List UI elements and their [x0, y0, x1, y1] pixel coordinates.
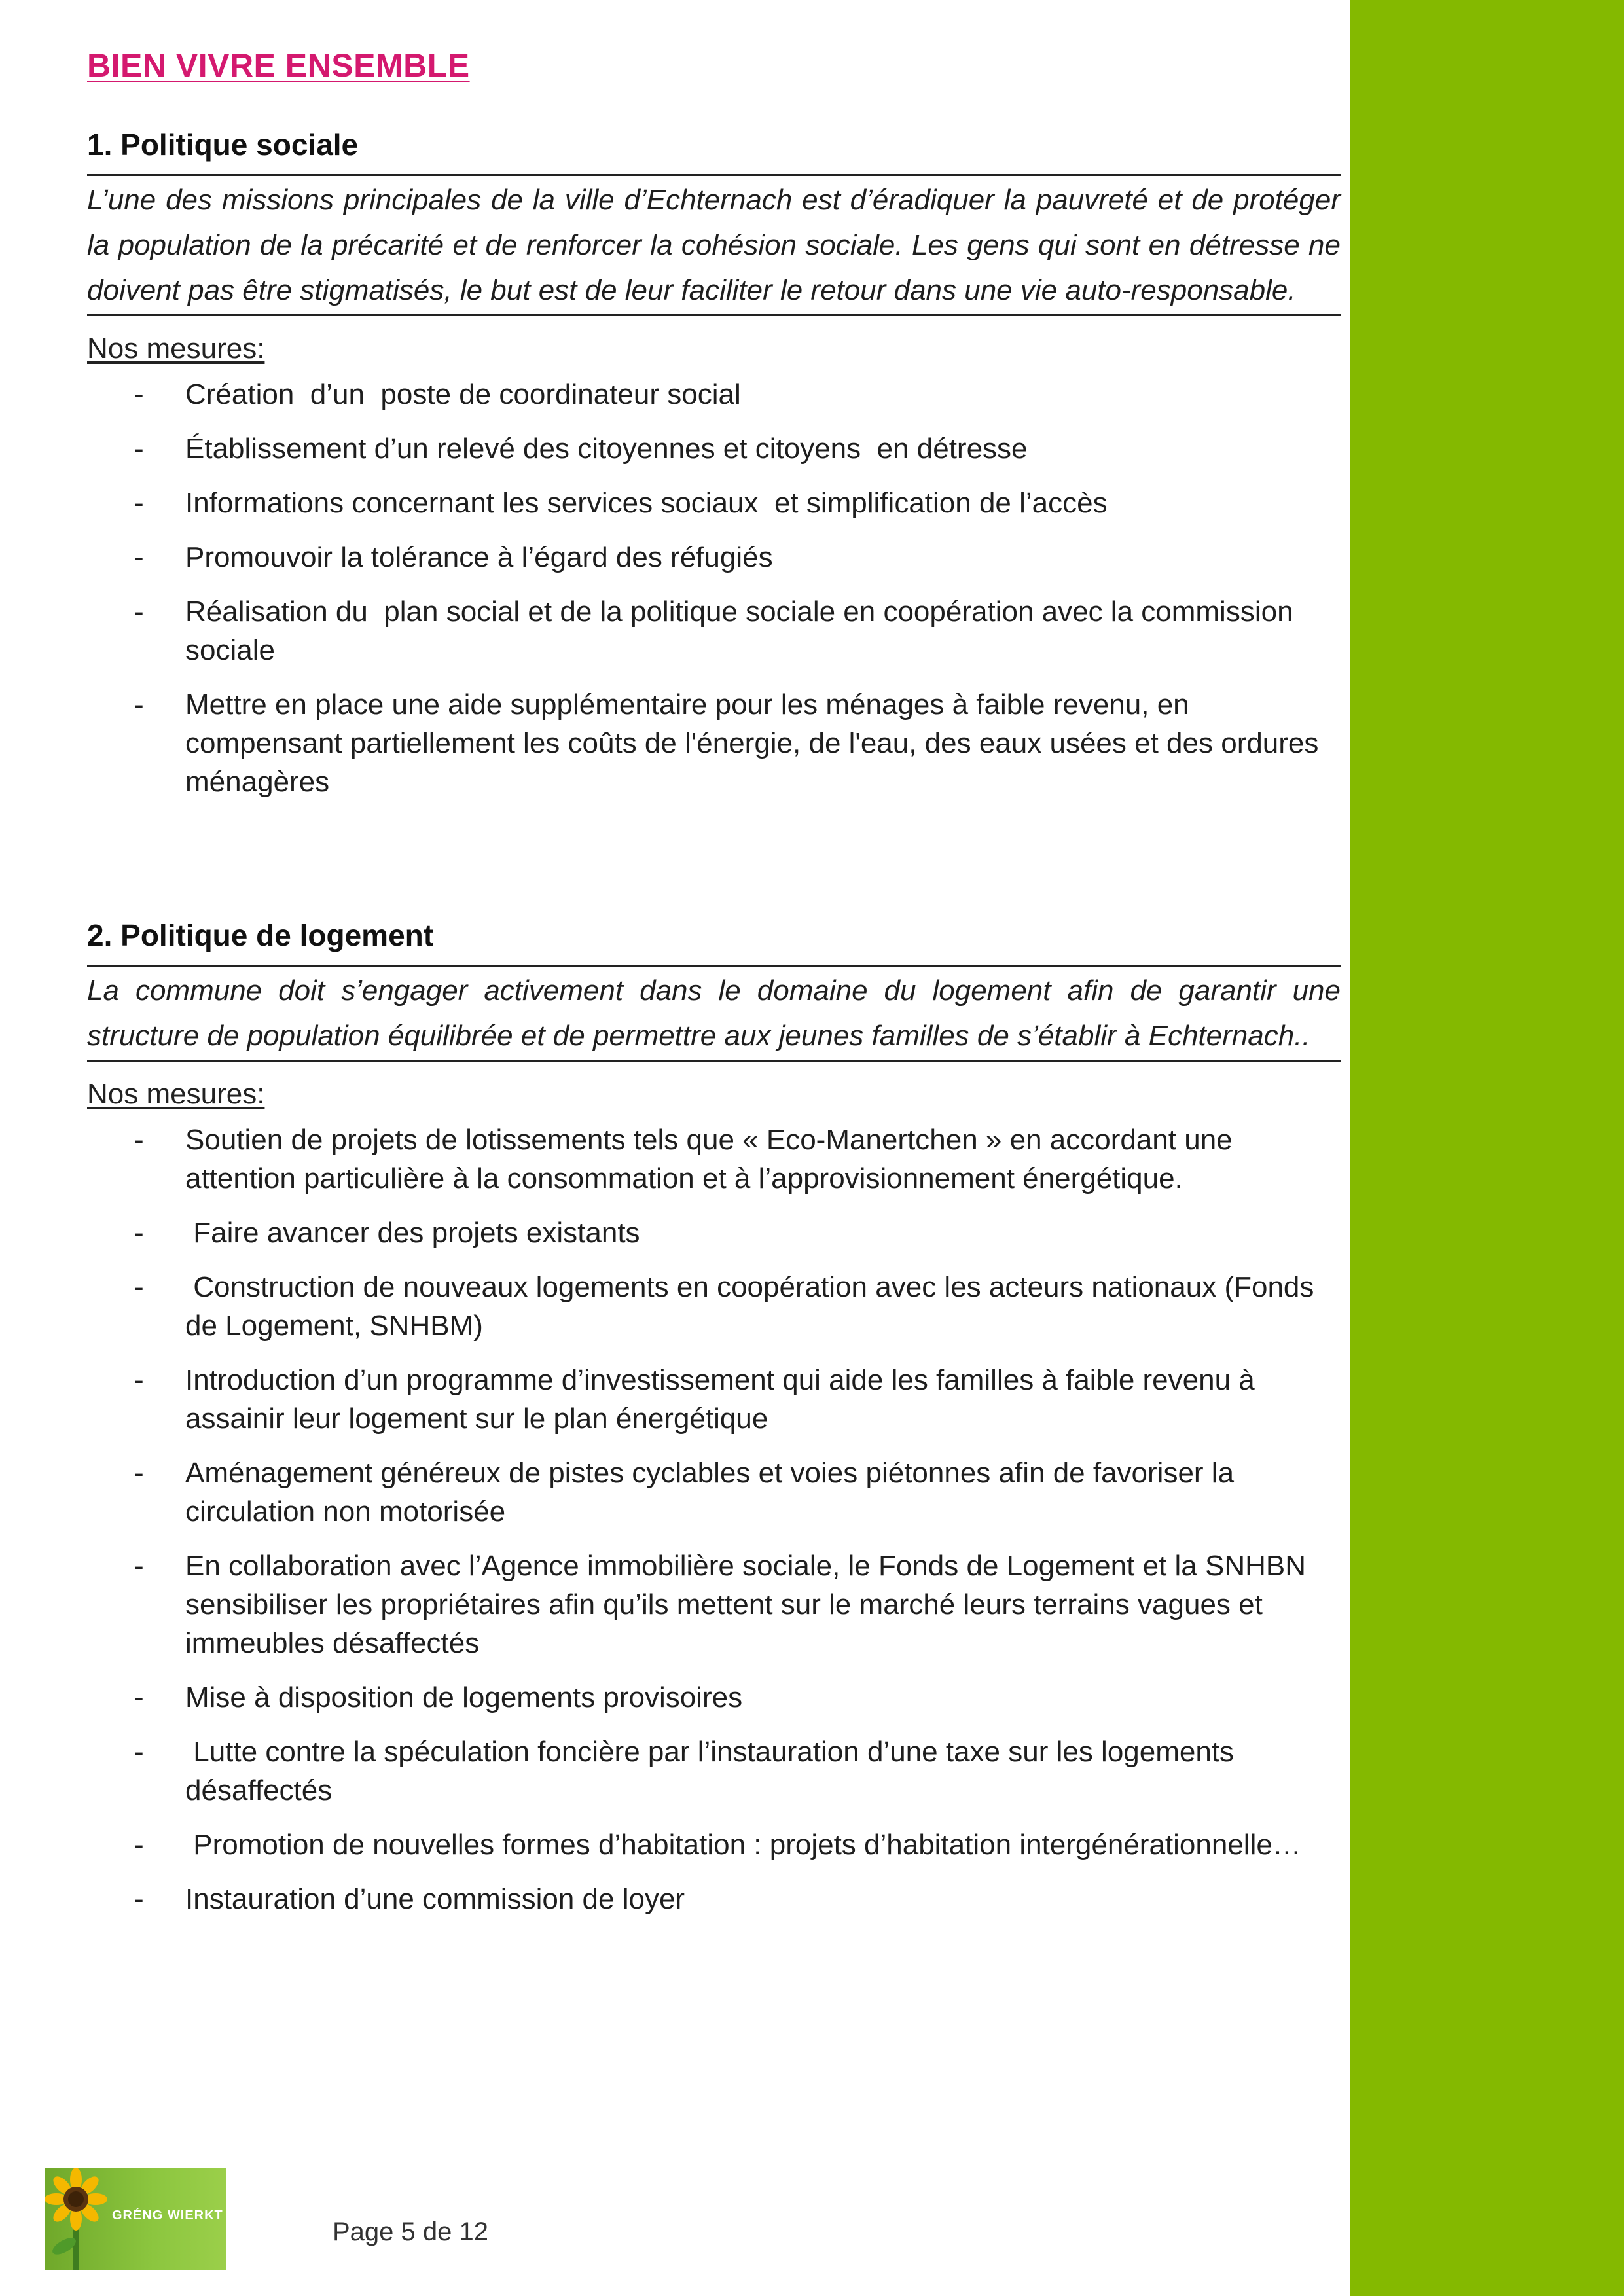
section-intro: L’une des missions principales de la ville d’Echternach est d’éradiquer la pauvreté et de protéger la population de la précarité et de renforcer la cohésion sociale. Les gens qui sont en détresse ne doivent pas être stigmatisés, le but est de leur faciliter le retour dans une vie auto-responsable.	[87, 174, 1341, 316]
section-heading: 2. Politique de logement	[87, 918, 434, 952]
list-item	[87, 1361, 1341, 1438]
list-item-text: Lutte contre la spéculation foncière par l’instauration d’une taxe sur les logements désaffectés	[185, 1736, 1242, 1806]
bullet-dash: -	[134, 1883, 144, 1915]
bullet-dash: -	[134, 1124, 144, 1156]
bullet-dash: -	[134, 1550, 144, 1582]
list-item	[87, 1732, 1341, 1810]
list-item	[87, 685, 1341, 801]
list-item	[87, 429, 1341, 468]
bullet-dash: -	[134, 487, 144, 519]
list-item-text: En collaboration avec l’Agence immobilière sociale, le Fonds de Logement et la SNHBN sensibiliser les propriétaires afin qu’ils mettent sur le marché leurs terrains vagues et immeubles désaffectés	[185, 1550, 1314, 1659]
measures-list	[87, 375, 1341, 801]
list-item-text: Faire avancer des projets existants	[185, 1217, 640, 1249]
bullet-dash: -	[134, 1457, 144, 1489]
list-item-text: Réalisation du plan social et de la politique sociale en coopération avec la commission sociale	[185, 596, 1301, 666]
list-item-text: Instauration d’une commission de loyer	[185, 1883, 685, 1915]
section-politique-sociale	[87, 122, 1341, 801]
list-item	[87, 1213, 1341, 1252]
list-item-text: Mise à disposition de logements provisoires	[185, 1681, 743, 1713]
list-item-text: Construction de nouveaux logements en coopération avec les acteurs nationaux (Fonds de Logement, SNHBM)	[185, 1271, 1322, 1342]
list-item	[87, 484, 1341, 522]
list-item-text: Introduction d’un programme d’investissement qui aide les familles à faible revenu à assainir leur logement sur le plan énergétique	[185, 1364, 1263, 1435]
measures-label: Nos mesures:	[87, 1078, 265, 1110]
measures-label: Nos mesures:	[87, 332, 265, 365]
side-color-bar	[1350, 0, 1624, 2296]
list-item	[87, 1121, 1341, 1198]
list-item	[87, 1547, 1341, 1662]
bullet-dash: -	[134, 1681, 144, 1713]
list-item	[87, 1268, 1341, 1345]
list-item-text: Établissement d’un relevé des citoyennes et citoyens en détresse	[185, 433, 1028, 465]
bullet-dash: -	[134, 1829, 144, 1861]
section-intro: La commune doit s’engager activement dans le domaine du logement afin de garantir une structure de population équilibrée et de permettre aux jeunes familles de s’établir à Echternach..	[87, 965, 1341, 1062]
greng-logo	[45, 2168, 226, 2270]
list-item	[87, 1678, 1341, 1717]
page-number: Page 5 de 12	[333, 2217, 488, 2246]
bullet-dash: -	[134, 1271, 144, 1303]
list-item	[87, 538, 1341, 577]
list-item	[87, 592, 1341, 670]
bullet-dash: -	[134, 378, 144, 410]
sunflower-icon	[45, 2168, 110, 2270]
bullet-dash: -	[134, 596, 144, 628]
list-item	[87, 375, 1341, 414]
logo-text: GRÉNG WIERKT	[112, 2208, 223, 2223]
list-item	[87, 1454, 1341, 1531]
list-item	[87, 1880, 1341, 1918]
list-item-text: Promotion de nouvelles formes d’habitation : projets d’habitation intergénérationnelle…	[185, 1829, 1301, 1861]
bullet-dash: -	[134, 689, 144, 721]
list-item-text: Informations concernant les services sociaux et simplification de l’accès	[185, 487, 1108, 519]
list-item-text: Promouvoir la tolérance à l’égard des réfugiés	[185, 541, 773, 573]
measures-list	[87, 1121, 1341, 1918]
section-politique-logement	[87, 912, 1341, 1918]
bullet-dash: -	[134, 1364, 144, 1396]
list-item	[87, 1825, 1341, 1864]
document-title: BIEN VIVRE ENSEMBLE	[87, 47, 470, 84]
page-content	[87, 41, 1341, 1934]
section-heading: 1. Politique sociale	[87, 128, 359, 162]
bullet-dash: -	[134, 1217, 144, 1249]
list-item-text: Aménagement généreux de pistes cyclables et voies piétonnes afin de favoriser la circulation non motorisée	[185, 1457, 1242, 1528]
bullet-dash: -	[134, 433, 144, 465]
list-item-text: Soutien de projets de lotissements tels que « Eco-Manertchen » en accordant une attention particulière à la consommation et à l’approvisionnement énergétique.	[185, 1124, 1240, 1194]
list-item-text: Mettre en place une aide supplémentaire pour les ménages à faible revenu, en compensant partiellement les coûts de l'énergie, de l'eau, des eaux usées et des ordures ménagères	[185, 689, 1327, 798]
bullet-dash: -	[134, 1736, 144, 1768]
bullet-dash: -	[134, 541, 144, 573]
list-item-text: Création d’un poste de coordinateur social	[185, 378, 741, 410]
